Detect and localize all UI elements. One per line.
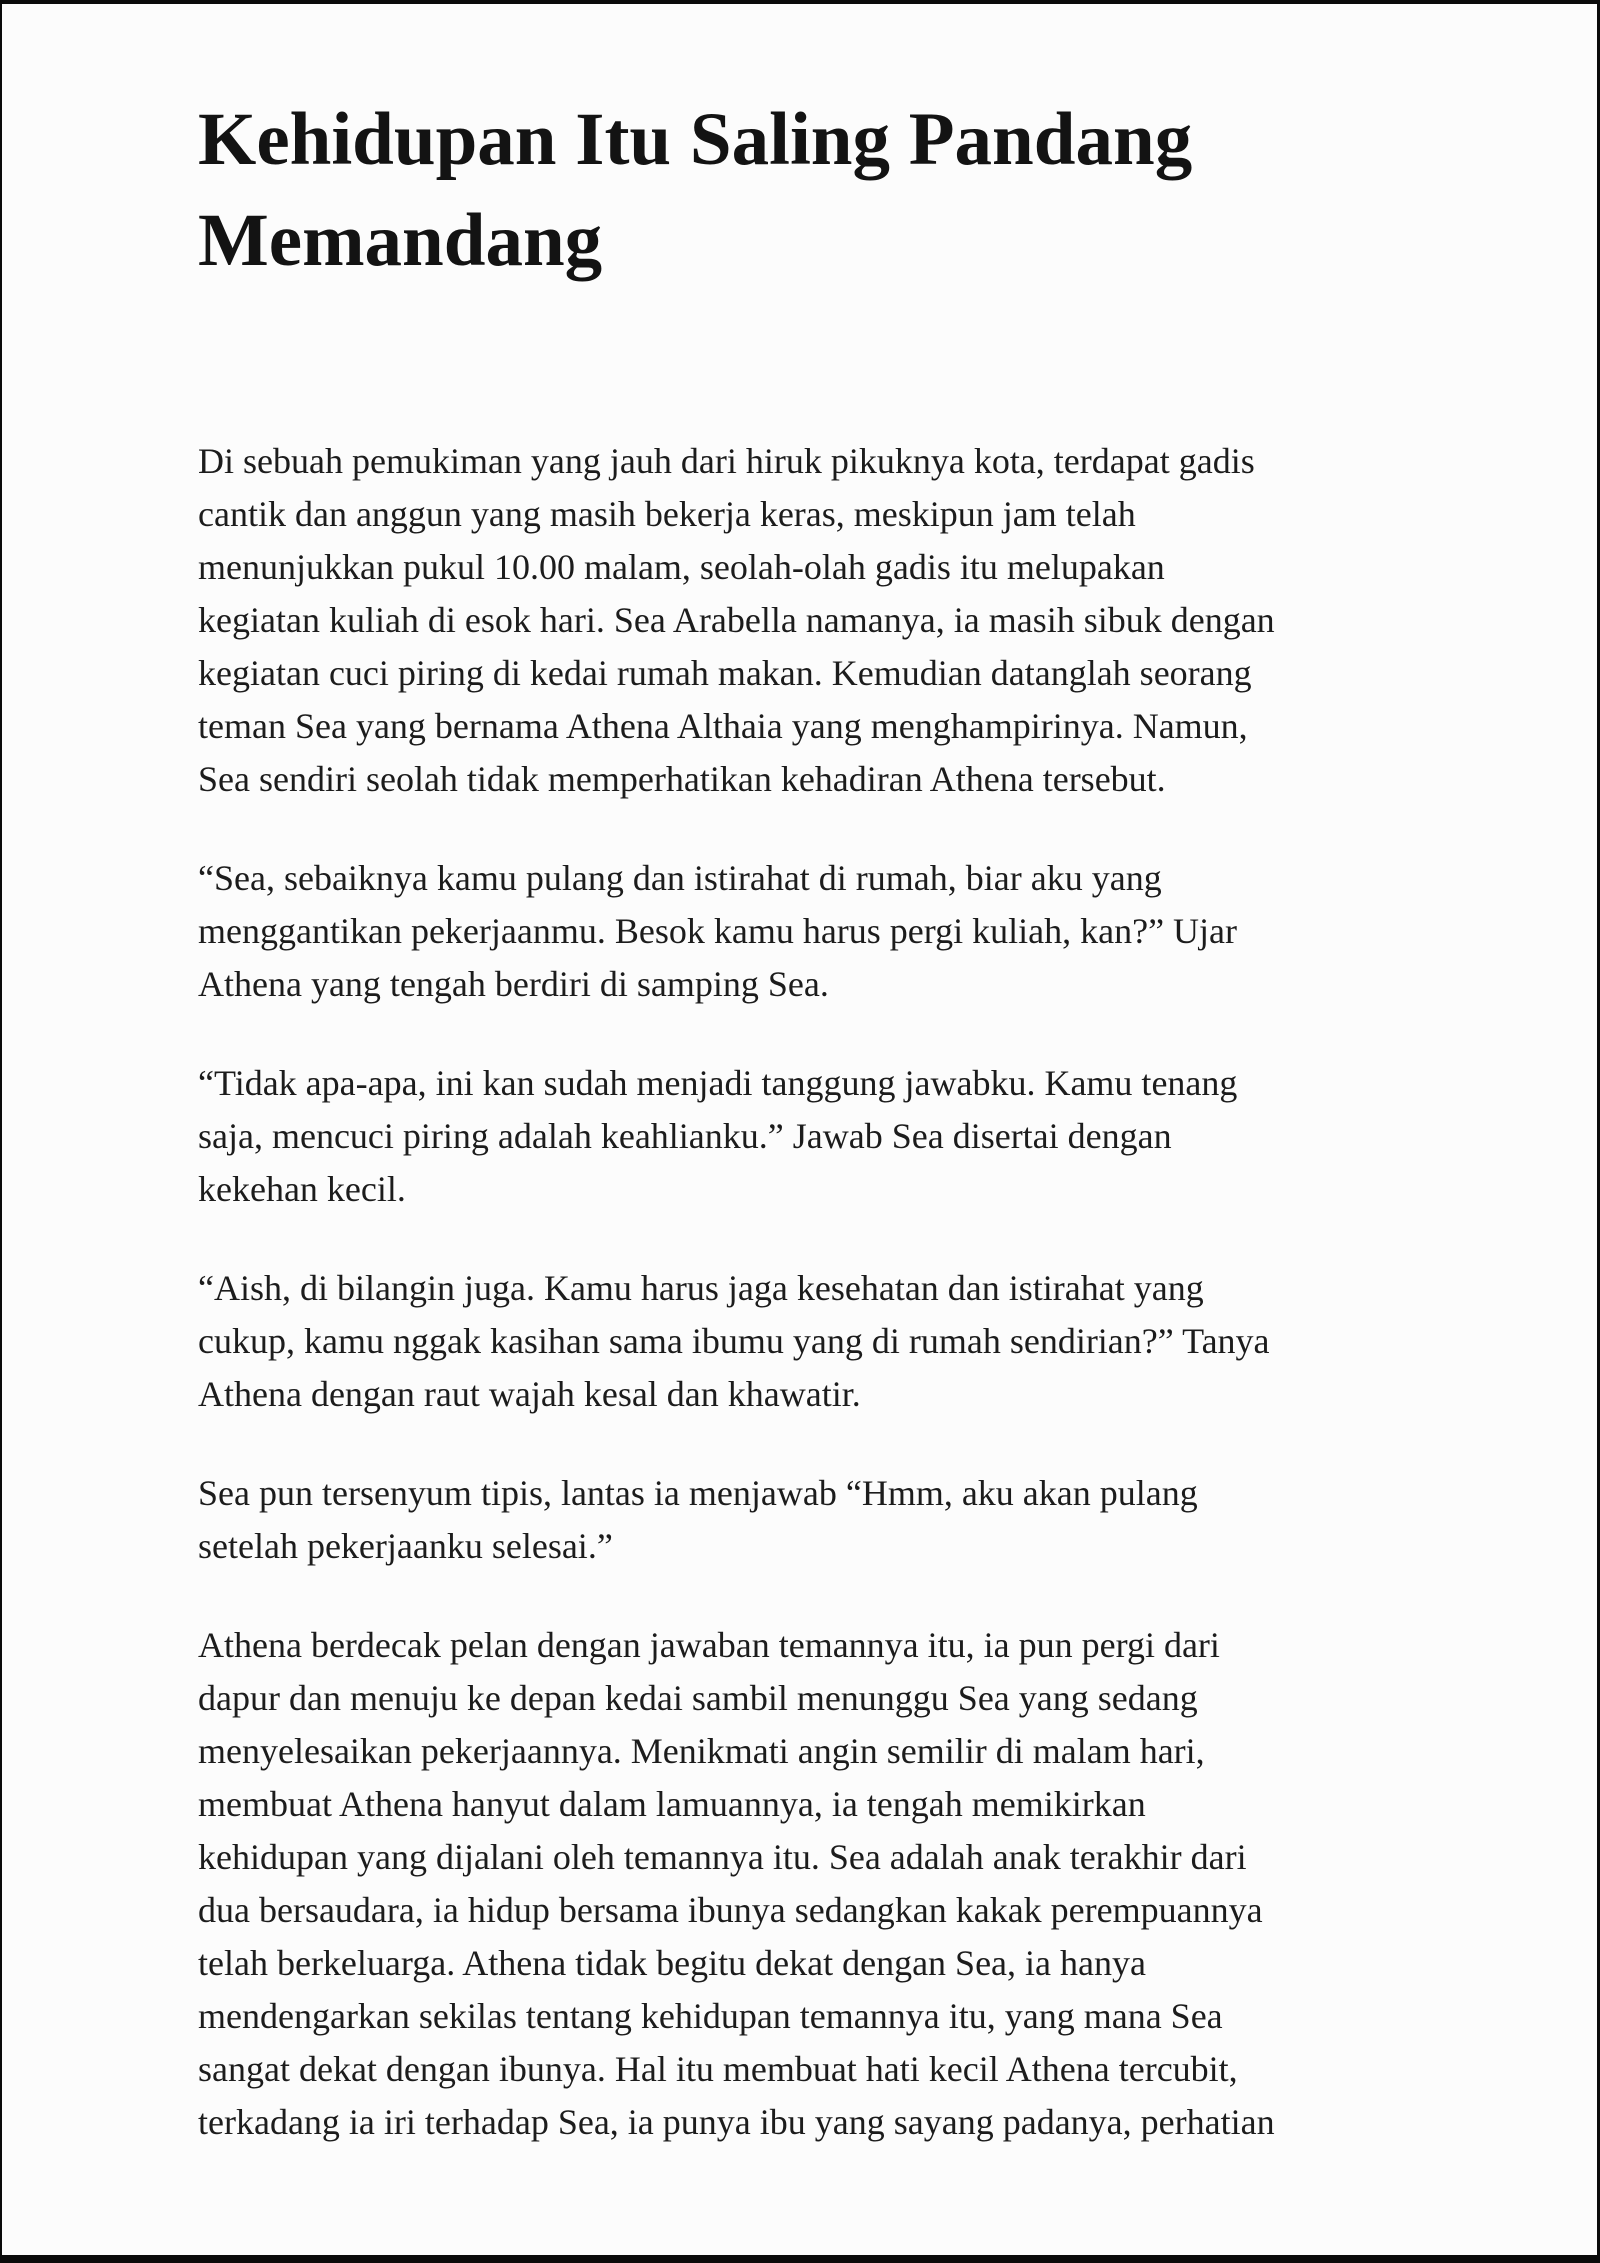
document-content [2, 4, 1597, 2149]
document-body [198, 435, 1437, 2149]
text-line: Sea sendiri seolah tidak memperhatikan kehadiran Athena tersebut. [198, 759, 1166, 799]
text-line: menggantikan pekerjaanmu. Besok kamu harus pergi kuliah, kan?” Ujar [198, 911, 1238, 951]
text-line: kegiatan cuci piring di kedai rumah makan. Kemudian datanglah seorang [198, 653, 1252, 693]
text-line: Athena dengan raut wajah kesal dan khawatir. [198, 1374, 861, 1414]
text-line: terkadang ia iri terhadap Sea, ia punya ibu yang sayang padanya, perhatian [198, 2102, 1275, 2142]
text-line: saja, mencuci piring adalah keahlianku.” Jawab Sea disertai dengan [198, 1116, 1172, 1156]
text-line: Athena yang tengah berdiri di samping Sea. [198, 964, 829, 1004]
text-line: mendengarkan sekilas tentang kehidupan temannya itu, yang mana Sea [198, 1996, 1223, 2036]
text-line: kekehan kecil. [198, 1169, 406, 1209]
paragraph [198, 1619, 1437, 2149]
paragraph [198, 1262, 1437, 1421]
text-line: dapur dan menuju ke depan kedai sambil menunggu Sea yang sedang [198, 1678, 1198, 1718]
text-line: teman Sea yang bernama Athena Althaia yang menghampirinya. Namun, [198, 706, 1248, 746]
text-line: telah berkeluarga. Athena tidak begitu dekat dengan Sea, ia hanya [198, 1943, 1146, 1983]
text-line: dua bersaudara, ia hidup bersama ibunya sedangkan kakak perempuannya [198, 1890, 1263, 1930]
paragraph [198, 435, 1437, 806]
text-line: “Aish, di bilangin juga. Kamu harus jaga kesehatan dan istirahat yang [198, 1268, 1204, 1308]
text-line: membuat Athena hanyut dalam lamuannya, ia tengah memikirkan [198, 1784, 1146, 1824]
text-line: “Tidak apa-apa, ini kan sudah menjadi tanggung jawabku. Kamu tenang [198, 1063, 1238, 1103]
text-line: cantik dan anggun yang masih bekerja keras, meskipun jam telah [198, 494, 1136, 534]
text-line: Di sebuah pemukiman yang jauh dari hiruk pikuknya kota, terdapat gadis [198, 441, 1255, 481]
paragraph [198, 852, 1437, 1011]
text-line: Athena berdecak pelan dengan jawaban temannya itu, ia pun pergi dari [198, 1625, 1220, 1665]
text-line: menunjukkan pukul 10.00 malam, seolah-olah gadis itu melupakan [198, 547, 1165, 587]
text-line: “Sea, sebaiknya kamu pulang dan istirahat di rumah, biar aku yang [198, 858, 1162, 898]
document-title [198, 89, 1437, 291]
text-line: kegiatan kuliah di esok hari. Sea Arabella namanya, ia masih sibuk dengan [198, 600, 1275, 640]
title-line: Kehidupan Itu Saling Pandang [198, 98, 1193, 181]
paragraph [198, 1057, 1437, 1216]
text-line: sangat dekat dengan ibunya. Hal itu membuat hati kecil Athena tercubit, [198, 2049, 1238, 2089]
text-line: Sea pun tersenyum tipis, lantas ia menjawab “Hmm, aku akan pulang [198, 1473, 1198, 1513]
title-line: Memandang [198, 199, 603, 282]
text-line: cukup, kamu nggak kasihan sama ibumu yang di rumah sendirian?” Tanya [198, 1321, 1270, 1361]
text-line: setelah pekerjaanku selesai.” [198, 1526, 613, 1566]
text-line: menyelesaikan pekerjaannya. Menikmati angin semilir di malam hari, [198, 1731, 1205, 1771]
paragraph [198, 1467, 1437, 1573]
text-line: kehidupan yang dijalani oleh temannya itu. Sea adalah anak terakhir dari [198, 1837, 1247, 1877]
